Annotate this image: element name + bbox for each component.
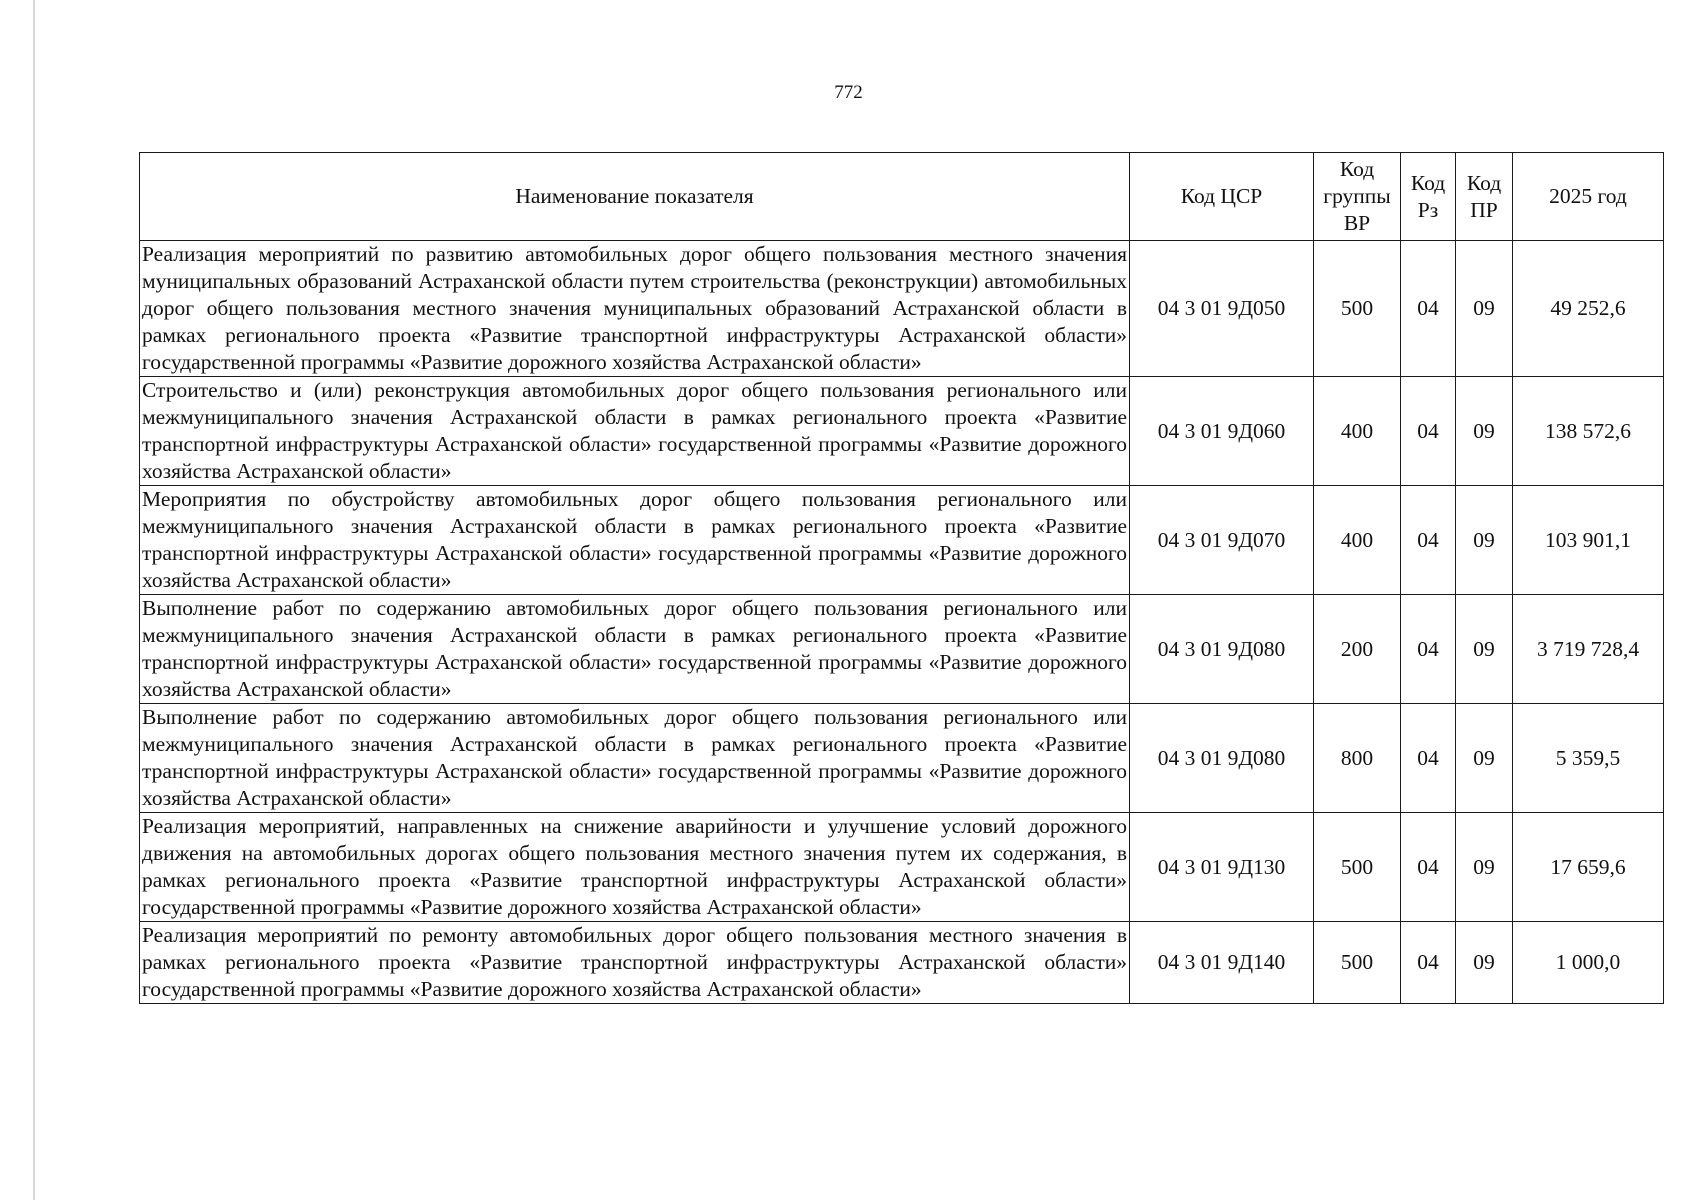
row-name: Реализация мероприятий по ремонту автомобильных дорог общего пользования местного значения в рамках регионального проекта «Развитие транспортной инфраструктуры Астраханской области» государственной программы «Развитие дорожного хозяйства Астраханской области» [140,922,1130,1004]
row-vr: 400 [1314,377,1401,486]
table-row [140,486,1664,595]
scan-edge-line [33,0,35,1200]
header-csr: Код ЦСР [1130,153,1314,241]
row-vr: 800 [1314,704,1401,813]
row-name: Мероприятия по обустройству автомобильных дорог общего пользования регионального или межмуниципального значения Астраханской области в рамках регионального проекта «Развитие транспортной инфраструктуры Астраханской области» государственной программы «Развитие дорожного хозяйства Астраханской области» [140,486,1130,595]
header-year: 2025 год [1513,153,1664,241]
row-pr: 09 [1456,241,1513,377]
row-pr: 09 [1456,922,1513,1004]
table-row [140,922,1664,1004]
row-pr: 09 [1456,813,1513,922]
row-csr: 04 3 01 9Д070 [1130,486,1314,595]
row-amount: 138 572,6 [1513,377,1664,486]
row-vr: 500 [1314,241,1401,377]
row-name: Реализация мероприятий по развитию автомобильных дорог общего пользования местного значения муниципальных образований Астраханской области путем строительства (реконструкции) автомобильных дорог общего пользования местного значения муниципальных образований Астраханской области в рамках регионального проекта «Развитие транспортной инфраструктуры Астраханской области» государственной программы «Развитие дорожного хозяйства Астраханской области» [140,241,1130,377]
row-rz: 04 [1401,595,1456,704]
row-rz: 04 [1401,486,1456,595]
row-pr: 09 [1456,377,1513,486]
row-csr: 04 3 01 9Д140 [1130,922,1314,1004]
table-row [140,704,1664,813]
row-rz: 04 [1401,704,1456,813]
row-vr: 500 [1314,922,1401,1004]
row-name: Строительство и (или) реконструкция автомобильных дорог общего пользования регионального или межмуниципального значения Астраханской области в рамках регионального проекта «Развитие транспортной инфраструктуры Астраханской области» государственной программы «Развитие дорожного хозяйства Астраханской области» [140,377,1130,486]
row-rz: 04 [1401,813,1456,922]
row-csr: 04 3 01 9Д130 [1130,813,1314,922]
row-amount: 3 719 728,4 [1513,595,1664,704]
table-row [140,377,1664,486]
row-pr: 09 [1456,704,1513,813]
row-pr: 09 [1456,595,1513,704]
row-csr: 04 3 01 9Д080 [1130,595,1314,704]
row-vr: 400 [1314,486,1401,595]
row-csr: 04 3 01 9Д050 [1130,241,1314,377]
row-csr: 04 3 01 9Д060 [1130,377,1314,486]
row-amount: 17 659,6 [1513,813,1664,922]
header-name: Наименование показателя [140,153,1130,241]
row-amount: 1 000,0 [1513,922,1664,1004]
header-rz: Код Рз [1401,153,1456,241]
row-amount: 5 359,5 [1513,704,1664,813]
row-name: Выполнение работ по содержанию автомобильных дорог общего пользования регионального или межмуниципального значения Астраханской области в рамках регионального проекта «Развитие транспортной инфраструктуры Астраханской области» государственной программы «Развитие дорожного хозяйства Астраханской области» [140,704,1130,813]
row-pr: 09 [1456,486,1513,595]
row-amount: 103 901,1 [1513,486,1664,595]
row-name: Реализация мероприятий, направленных на снижение аварийности и улучшение условий дорожного движения на автомобильных дорогах общего пользования местного значения путем их содержания, в рамках регионального проекта «Развитие транспортной инфраструктуры Астраханской области» государственной программы «Развитие дорожного хозяйства Астраханской области» [140,813,1130,922]
header-vr: Код группы ВР [1314,153,1401,241]
table-row [140,241,1664,377]
row-csr: 04 3 01 9Д080 [1130,704,1314,813]
page-number: 772 [834,82,863,103]
row-rz: 04 [1401,377,1456,486]
row-name: Выполнение работ по содержанию автомобильных дорог общего пользования регионального или межмуниципального значения Астраханской области в рамках регионального проекта «Развитие транспортной инфраструктуры Астраханской области» государственной программы «Развитие дорожного хозяйства Астраханской области» [140,595,1130,704]
table-row [140,813,1664,922]
row-amount: 49 252,6 [1513,241,1664,377]
row-vr: 200 [1314,595,1401,704]
budget-table [139,152,1664,1004]
row-vr: 500 [1314,813,1401,922]
header-pr: Код ПР [1456,153,1513,241]
row-rz: 04 [1401,922,1456,1004]
table-row [140,595,1664,704]
table-header-row [140,153,1664,241]
row-rz: 04 [1401,241,1456,377]
